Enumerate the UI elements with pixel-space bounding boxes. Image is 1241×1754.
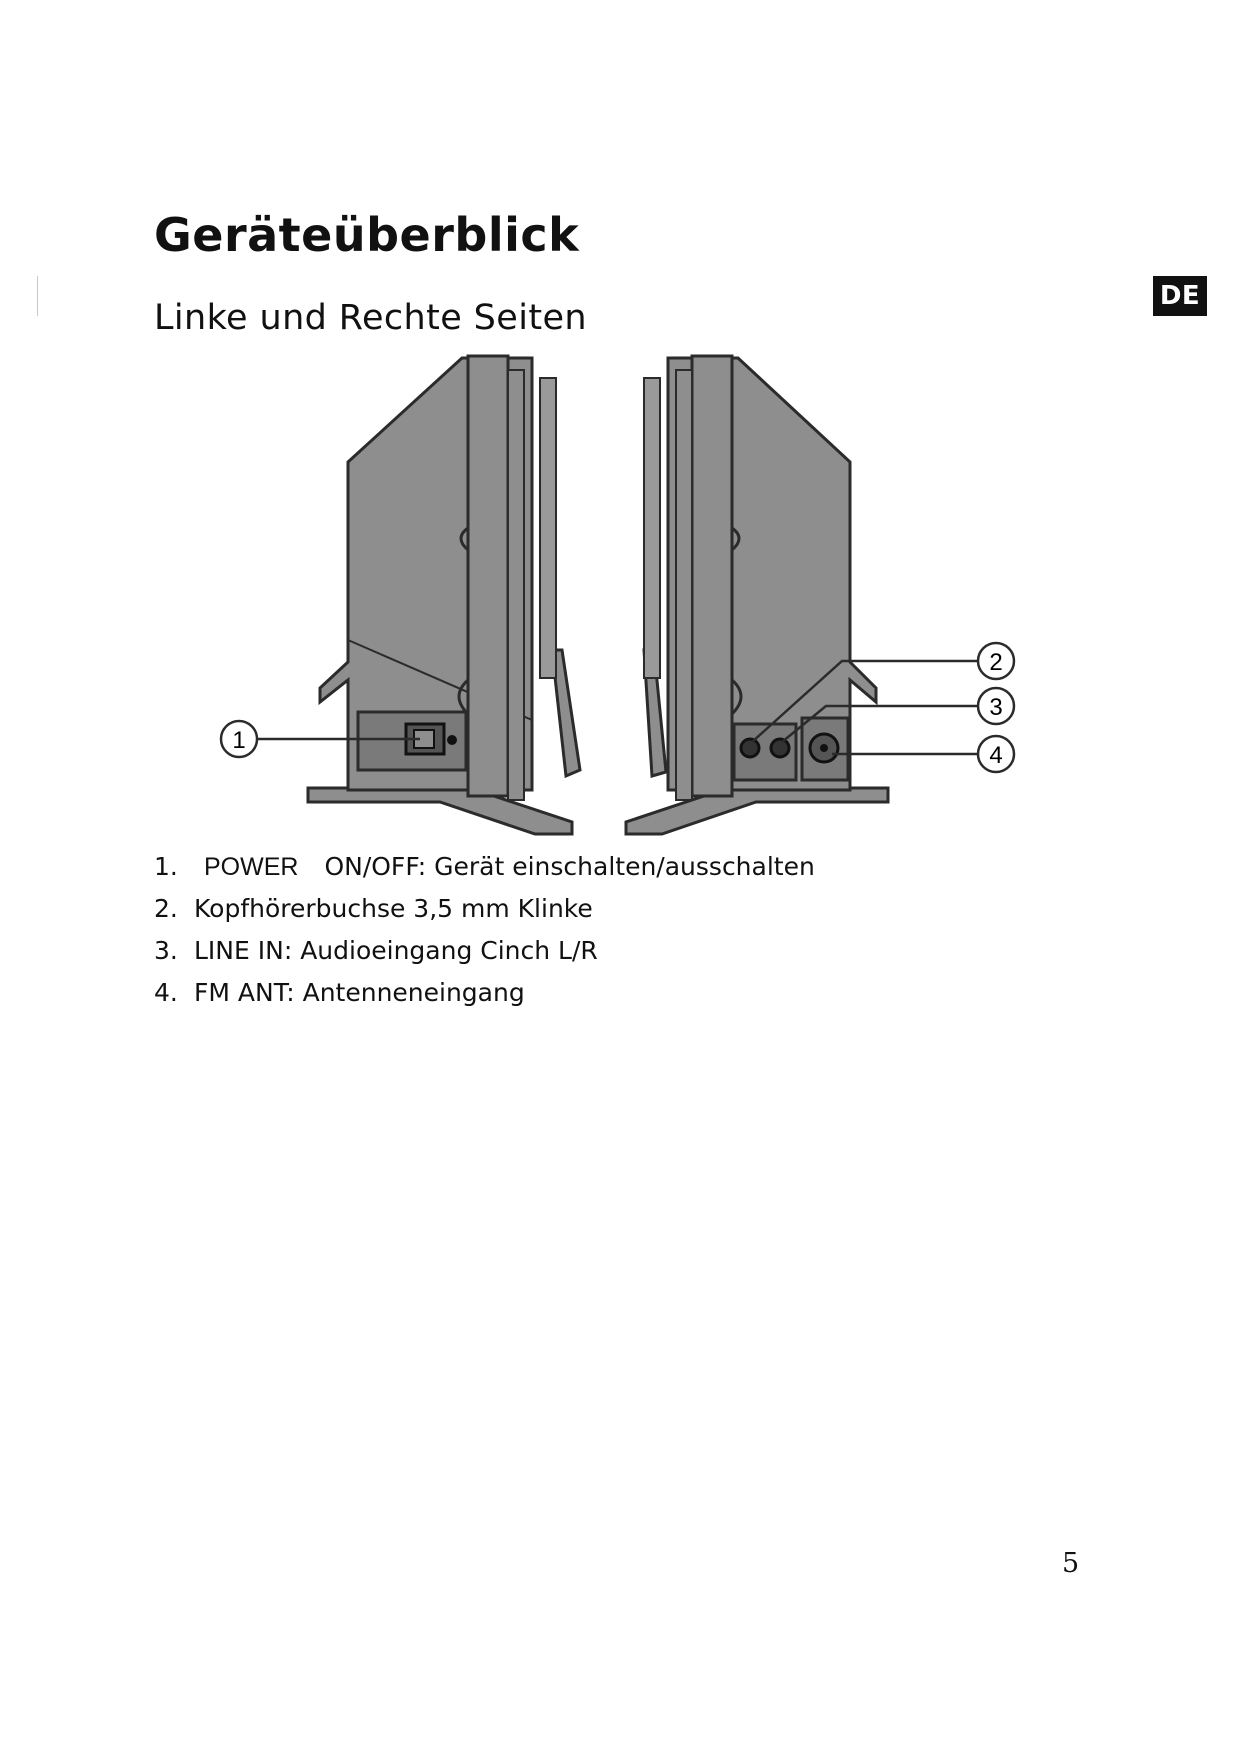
feature-item-4 — [154, 972, 815, 1014]
page-subtitle: Linke und Rechte Seiten — [154, 298, 587, 338]
language-tab-label: DE — [1159, 281, 1201, 311]
callout-1-label: 1 — [232, 727, 246, 754]
right-front-rail — [676, 370, 692, 800]
left-front-panel — [468, 356, 508, 796]
left-side-view — [308, 356, 580, 834]
feature-number: 4. — [154, 978, 178, 1007]
feature-item-3 — [154, 930, 815, 972]
callout-4-label: 4 — [989, 742, 1003, 769]
language-tab — [1153, 276, 1207, 316]
callout-1 — [221, 721, 257, 757]
callout-4 — [978, 736, 1014, 772]
feature-text: FM ANT: Antenneneingang — [194, 978, 525, 1007]
callout-2-label: 2 — [989, 649, 1003, 676]
feature-item-1 — [154, 846, 815, 888]
feature-number: 2. — [154, 894, 178, 923]
callout-3-label: 3 — [989, 694, 1003, 721]
callout-3 — [978, 688, 1014, 724]
line-in-jack — [771, 739, 789, 757]
feature-list — [154, 846, 815, 1014]
right-stand-base — [626, 788, 888, 834]
right-front-panel — [692, 356, 732, 796]
headphone-jack — [741, 739, 759, 757]
feature-number: 1. — [154, 852, 178, 881]
feature-item-2 — [154, 888, 815, 930]
device-side-views-figure — [0, 350, 1241, 850]
left-grille-strip — [540, 378, 556, 678]
right-grille-strip — [644, 378, 660, 678]
margin-mark — [37, 276, 38, 316]
feature-text: LINE IN: Audioeingang Cinch L/R — [194, 936, 598, 965]
left-stand-base — [308, 788, 572, 834]
right-side-view — [626, 356, 888, 834]
feature-text: Kopfhörerbuchse 3,5 mm Klinke — [194, 894, 593, 923]
feature-text: ON/OFF: Gerät einschalten/ausschalten — [324, 852, 815, 881]
feature-label: POWER — [204, 853, 299, 881]
callout-2 — [978, 643, 1014, 679]
page-number: 5 — [1062, 1548, 1080, 1579]
feature-number: 3. — [154, 936, 178, 965]
left-front-rail — [508, 370, 524, 800]
page-title: Geräteüberblick — [154, 208, 580, 262]
